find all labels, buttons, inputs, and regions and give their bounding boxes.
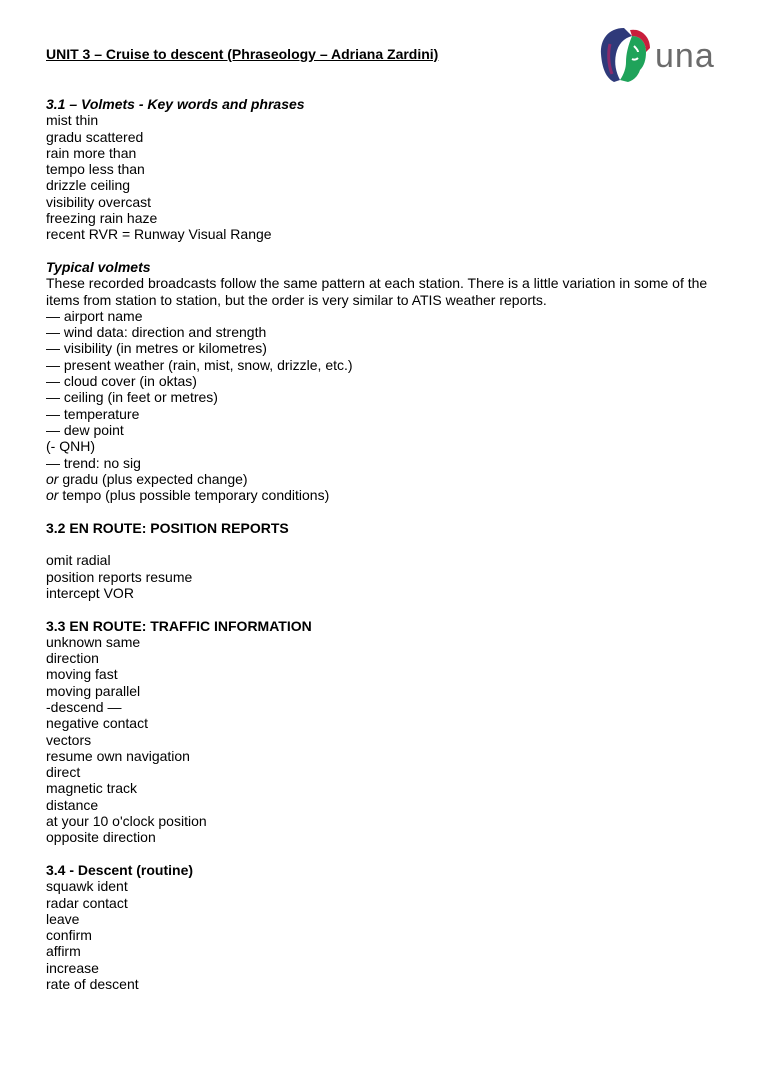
list-item: visibility overcast	[46, 193, 152, 210]
list-item: direct	[46, 764, 81, 781]
list-item: radar contact	[46, 894, 128, 911]
una-logo	[594, 24, 722, 86]
list-item: rain more than	[46, 144, 137, 161]
list-item: moving fast	[46, 666, 118, 683]
list-item: (- QNH)	[46, 438, 95, 455]
list-item: tempo less than	[46, 161, 145, 178]
logo-wordmark: una	[655, 37, 715, 75]
list-item: freezing rain haze	[46, 210, 158, 227]
list-item: gradu scattered	[46, 128, 144, 145]
list-item: direction	[46, 650, 99, 667]
typical-volmets-list	[46, 308, 736, 504]
section-3-3-heading: 3.3 EN ROUTE: TRAFFIC INFORMATION	[46, 617, 312, 634]
section-3-2-list	[46, 552, 736, 601]
list-item: opposite direction	[46, 829, 156, 846]
list-item: drizzle ceiling	[46, 177, 131, 194]
list-item: magnetic track	[46, 780, 138, 797]
document-title: UNIT 3 – Cruise to descent (Phraseology – Adriana Zardini)	[46, 46, 439, 62]
list-item: mist thin	[46, 112, 99, 129]
list-item: unknown same	[46, 633, 141, 650]
list-item: rate of descent	[46, 976, 139, 993]
document-body	[46, 96, 736, 992]
list-item: — cloud cover (in oktas)	[46, 373, 197, 390]
section-3-3-list	[46, 634, 736, 846]
list-item: position reports resume	[46, 568, 193, 585]
list-item: squawk ident	[46, 878, 128, 895]
or-word: or	[46, 487, 59, 504]
section-3-2-heading: 3.2 EN ROUTE: POSITION REPORTS	[46, 519, 289, 536]
list-item: — visibility (in metres or kilometres)	[46, 340, 267, 357]
or-rest: gradu (plus expected change)	[58, 470, 248, 487]
list-item: — trend: no sig	[46, 454, 141, 471]
list-item: omit radial	[46, 552, 111, 569]
or-rest: tempo (plus possible temporary conditions)	[58, 487, 330, 504]
list-item: at your 10 o'clock position	[46, 813, 207, 830]
list-item: confirm	[46, 927, 92, 944]
section-3-4-heading: 3.4 - Descent (routine)	[46, 861, 194, 878]
list-item	[46, 471, 736, 487]
typical-volmets-paragraph: These recorded broadcasts follow the same pattern at each station. There is a little variation in some of the items from station to station, but the order is very similar to ATIS weather reports.	[46, 275, 708, 308]
list-item: recent RVR = Runway Visual Range	[46, 226, 272, 243]
list-item: — dew point	[46, 421, 124, 438]
face-logo-icon	[594, 24, 656, 86]
list-item: vectors	[46, 731, 92, 748]
list-item: increase	[46, 959, 99, 976]
list-item: — airport name	[46, 307, 143, 324]
list-item: moving parallel	[46, 682, 141, 699]
list-item: — present weather (rain, mist, snow, drizzle, etc.)	[46, 356, 353, 373]
section-3-4-list	[46, 878, 736, 992]
list-item: — ceiling (in feet or metres)	[46, 389, 218, 406]
section-3-1-list	[46, 112, 736, 242]
list-item: resume own navigation	[46, 747, 190, 764]
section-3-1-heading: 3.1 – Volmets - Key words and phrases	[46, 96, 305, 112]
list-item: — wind data: direction and strength	[46, 324, 267, 341]
list-item: intercept VOR	[46, 584, 134, 601]
list-item: -descend —	[46, 698, 122, 715]
list-item: negative contact	[46, 715, 148, 732]
list-item: leave	[46, 910, 80, 927]
list-item: affirm	[46, 943, 81, 960]
list-item: — temperature	[46, 405, 140, 422]
list-item	[46, 487, 736, 503]
list-item: distance	[46, 796, 99, 813]
typical-volmets-heading: Typical volmets	[46, 258, 151, 275]
or-word: or	[46, 470, 59, 487]
